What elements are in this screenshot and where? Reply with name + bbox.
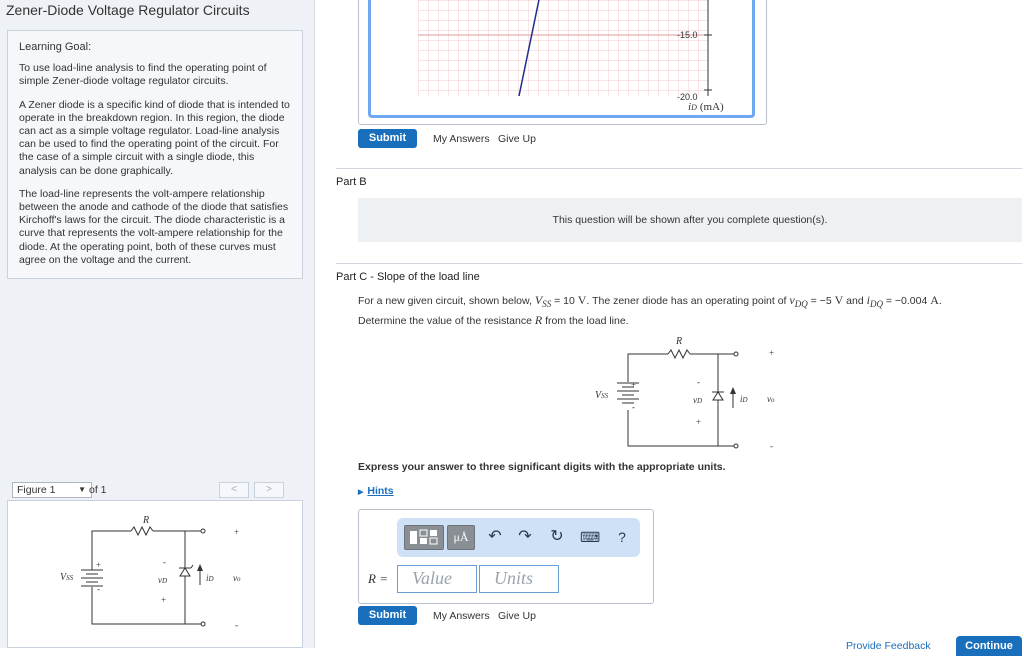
circuit-plus: + xyxy=(96,560,102,570)
circuit-id-label: iD xyxy=(206,573,214,583)
circuit-vd-label: vD xyxy=(693,395,703,405)
circuit-minus: - xyxy=(697,377,700,387)
section-divider xyxy=(336,168,1022,169)
circuit-minus: - xyxy=(97,584,100,594)
circuit-vo-label: vo xyxy=(233,573,241,583)
circuit-plus: + xyxy=(161,595,167,605)
units-input[interactable]: Units xyxy=(479,565,559,593)
figure-next-button[interactable]: > xyxy=(254,482,284,498)
circuit-plus: + xyxy=(234,527,240,537)
circuit-vss-label: VSS xyxy=(60,572,74,583)
load-line-graph xyxy=(371,0,752,115)
graph-grid xyxy=(418,0,708,96)
figure-nav-bar xyxy=(7,481,303,499)
graph-tick-label: -15.0 xyxy=(677,30,698,40)
figure-panel xyxy=(7,500,303,648)
chevron-down-icon: ▼ xyxy=(78,485,86,494)
figure-count: of 1 xyxy=(89,484,107,496)
figure-circuit-diagram xyxy=(8,501,302,647)
part-c-give-up-link[interactable]: Give Up xyxy=(498,610,536,622)
circuit-vo-label: vo xyxy=(767,394,775,404)
circuit-plus: + xyxy=(696,417,702,427)
value-input[interactable]: Value xyxy=(397,565,477,593)
circuit-plus: + xyxy=(769,348,775,358)
circuit-r-label: R xyxy=(143,515,150,526)
units-button[interactable]: μÅ xyxy=(447,525,475,550)
help-icon[interactable]: ? xyxy=(618,529,626,545)
graph-tick-label: -20.0 xyxy=(677,92,698,102)
section-divider xyxy=(336,263,1022,264)
keyboard-icon[interactable]: ⌨ xyxy=(580,529,601,545)
answer-label: R = xyxy=(368,571,388,586)
circuit-minus: - xyxy=(163,557,166,567)
circuit-r-label: R xyxy=(676,336,683,347)
provide-feedback-link[interactable]: Provide Feedback xyxy=(846,640,931,652)
circuit-vss-label: VSS xyxy=(595,390,609,401)
math-toolbar xyxy=(397,518,640,557)
learning-goal-paragraph: The load-line represents the volt-ampere relationship between the anode and cathode of the diode that satisfies Kirchoff's laws for the circuit. The diode characteristic is a curve that represents the volt-ampere relationship for the diode. At the operating point, both of these curves must agree on the voltage and the current. xyxy=(19,187,289,266)
templates-button[interactable] xyxy=(404,525,444,550)
graph-panel xyxy=(368,0,755,118)
graph-axis-label: iD (mA) xyxy=(688,101,724,113)
part-a-give-up-link[interactable]: Give Up xyxy=(498,133,536,145)
circuit-plus: + xyxy=(631,380,637,390)
learning-goal-paragraph: To use load-line analysis to find the operating point of simple Zener-diode voltage regulator circuits. xyxy=(19,62,267,88)
hints-link[interactable]: ▶ Hints xyxy=(358,485,394,497)
circuit-minus: - xyxy=(770,441,773,451)
undo-icon[interactable]: ↶ xyxy=(488,528,502,545)
part-b-heading: Part B xyxy=(336,176,367,188)
figure-select-value: Figure 1 xyxy=(17,484,56,496)
caret-right-icon: ▶ xyxy=(358,489,364,496)
templates-icon xyxy=(405,526,443,549)
part-c-question: For a new given circuit, shown below, $V_{SS} = 10$ V. The zener diode has an operating point of $v_{DQ} = -5$ V and $i_{DQ} = -0.004$ A. Determine the value of the resistance R from the load line. xyxy=(358,293,942,328)
figure-prev-button[interactable]: < xyxy=(219,482,249,498)
answer-instructions: Express your answer to three significant digits with the appropriate units. xyxy=(358,461,726,473)
part-b-locked-message: This question will be shown after you complete question(s). xyxy=(552,214,828,226)
part-c-submit-button[interactable]: Submit xyxy=(358,606,417,625)
circuit-minus: - xyxy=(235,620,238,630)
learning-goal-box xyxy=(7,30,303,279)
part-a-submit-button[interactable]: Submit xyxy=(358,129,417,148)
circuit-vd-label: vD xyxy=(158,575,168,585)
redo-icon[interactable]: ↷ xyxy=(518,528,532,545)
learning-goal-heading: Learning Goal: xyxy=(19,41,92,53)
part-c-heading: Part C - Slope of the load line xyxy=(336,271,480,283)
continue-button[interactable]: Continue xyxy=(956,636,1022,656)
circuit-id-label: iD xyxy=(740,394,748,404)
figure-select[interactable] xyxy=(12,482,92,498)
column-divider xyxy=(314,0,315,648)
learning-goal-paragraph: A Zener diode is a specific kind of diode that is intended to operate in the breakdown region. In this region, the diode can act as a simple voltage regulator. Load-line analysis can be used to find the operating point of the circuit. For the case of a simple circuit with a single diode, this analysis can be done graphically. xyxy=(19,98,290,177)
part-c-circuit-diagram xyxy=(590,330,790,455)
circuit-minus: - xyxy=(632,402,635,412)
part-a-my-answers-link[interactable]: My Answers xyxy=(433,133,490,145)
part-c-my-answers-link[interactable]: My Answers xyxy=(433,610,490,622)
page-title: Zener-Diode Voltage Regulator Circuits xyxy=(6,2,250,18)
reset-icon[interactable]: ↻ xyxy=(550,528,564,545)
